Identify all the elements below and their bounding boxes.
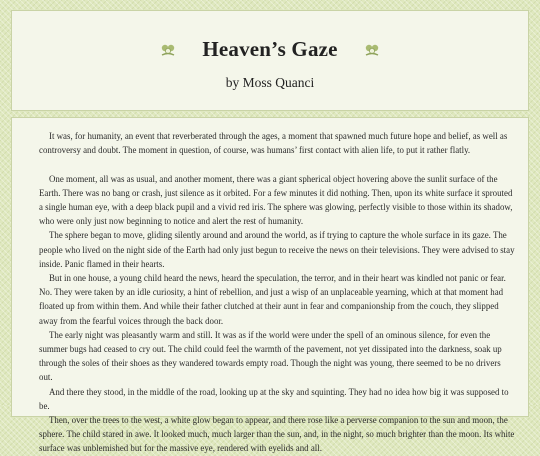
story-body [11, 117, 529, 454]
story-paragraph: Then, over the trees to the west, a white glow began to appear, and there rose like a perverse companion to the sun and moon, the sphere. The child stared in awe. It looked much, much larger than the sun, and, in the night, so much brighter than the moon. Its white surface was unblemished but for the massive eye, rendered with eyelids and all. [39, 415, 515, 454]
story-paragraph: One moment, all was as usual, and another moment, there was a giant spherical object hovering above the sunlit surface of the Earth. There was no bang or crash, just silence as it orbited. For a few minutes it did nothing. Then, upon its white surface it sprouted a single human eye, with a deep black pupil and a vivid red iris. The sphere was glowing, perfectly visible to those within its shadow, who were only just now beginning to notice and alert the rest of humanity. [39, 173, 513, 227]
story-paragraph: It was, for humanity, an event that reverberated through the ages, a moment that spawned much future hope and belief, as well as controversy and doubt. The moment in question, of course, was humans’ first contact with alien life, to put it rather flatly. [39, 131, 508, 156]
story-title: Heaven’s Gaze [202, 37, 338, 61]
story-paragraph: The sphere began to move, gliding silently around and around the world, as if trying to capture the whole surface in its gaze. The people who lived on the night side of the Earth had only just begun to receive the news on their televisions. They were advised to stay inside. Panic flamed in their hearts. [39, 230, 515, 269]
story-paragraph: The early night was pleasantly warm and still. It was as if the world were under the spell of an ominous silence, for even the summer bugs had ceased to cry out. The child could feel the warmth of the pavement, not yet dissipated into the darkness, soak up through the soles of their shoes as they wandered towards empty road. Though the night was young, there seemed to be no drivers out. [39, 329, 502, 383]
story-author: by Moss Quanci [225, 75, 315, 90]
story-paragraph: But in one house, a young child heard the news, heard the speculation, the terror, and in their heart was kindled not panic or fear. No. They were taken by an idle curiosity, a hint of rebellion, and just a wisp of an unplaceable yearning, which at that moment had floated up from within them. And while their father clutched at their aunt in fear and companionship from the couch, they slipped away from the fearful voices through the back door. [39, 273, 506, 326]
title-row [12, 37, 528, 62]
flower-ornament-icon [364, 42, 380, 58]
story-header [11, 10, 529, 111]
story-paragraph: And there they stood, in the middle of the road, looking up at the sky and squinting. They had no idea how big it was supposed to be. [39, 386, 509, 411]
flower-ornament-icon [160, 42, 176, 58]
